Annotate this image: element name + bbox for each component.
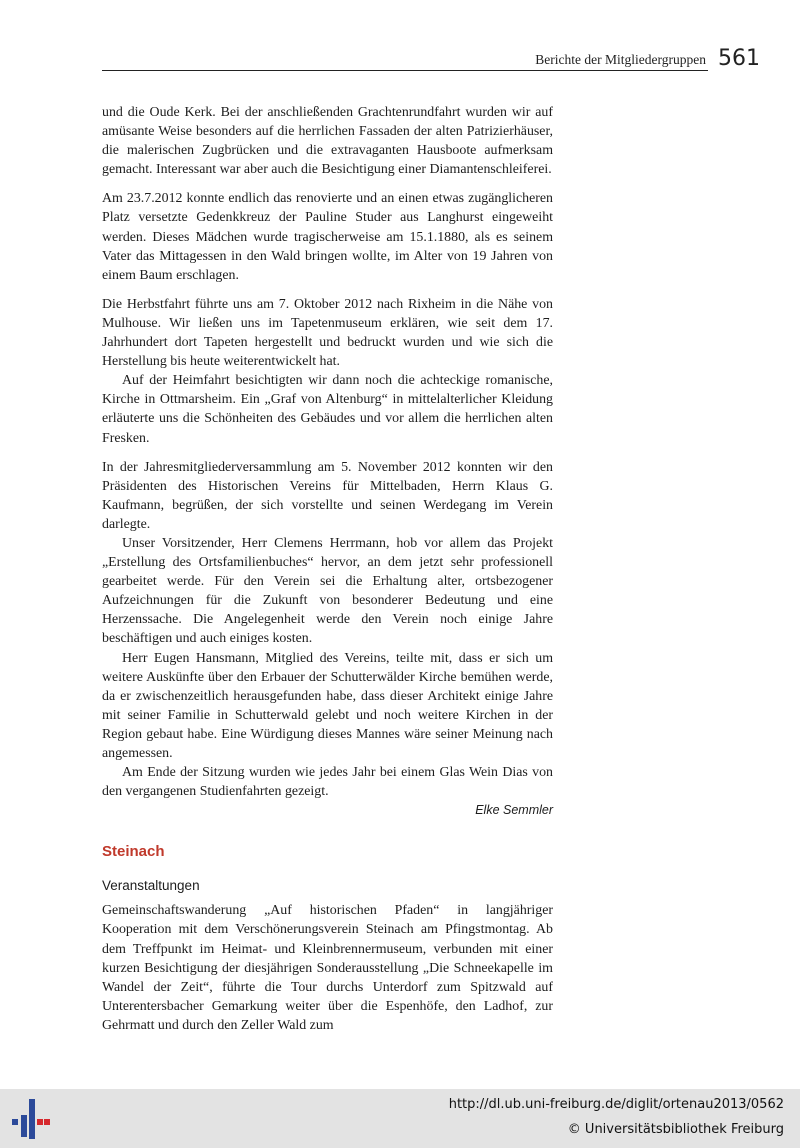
copyright-notice: © Universitätsbibliothek Freiburg	[567, 1122, 784, 1137]
paragraph: Gemeinschaftswanderung „Auf historischen Pfaden“ in langjähriger Kooperation mit dem Verschönerungsverein Steinach am Pfingstmontag. Ab dem Treffpunkt im Heimat- und Kleinbrennermuseum, verbunden mit einer kurzen Besichtigung der diesjährigen Sonderausstellung „Die Schneekapelle im Wandel der Zeit“, führte die Tour durchs Unterdorf zum Spitzwald auf Unterentersbacher Gemarkung weiter über die Espenhöfe, den Ladhof, zur Gehrmatt und durch den Zeller Wald zum	[102, 903, 553, 1033]
paragraph: Am 23.7.2012 konnte endlich das renovierte und an einen etwas zugänglicheren Platz versetzte Gedenkkreuz der Pauline Studer aus Langhurst eingeweiht werden. Dieses Mädchen wurde tragischerweise am 15.1.1880, als es seinem Vater das Mittagessen in den Wald bringen wollte, im Alter von 19 Jahren von einem Baum erschlagen.	[102, 191, 553, 283]
section-heading: Steinach	[102, 843, 165, 861]
author-signature: Elke Semmler	[475, 803, 553, 818]
paragraph: Die Herbstfahrt führte uns am 7. Oktober 2012 nach Rixheim in die Nähe von Mulhouse. Wir ließen uns im Tapetenmuseum erklären, wie seit dem 17. Jahrhundert dort Tapeten hergestellt und bedruckt wurden und wie sich die Herstellung bis heute weiterentwickelt hat.	[102, 296, 553, 370]
ub-freiburg-logo-icon	[10, 1097, 54, 1141]
subsection-heading: Veranstaltungen	[102, 878, 200, 894]
paragraph: Am Ende der Sitzung wurden wie jedes Jahr bei einem Glas Wein Dias von den vergangenen Studienfahrten gezeigt.	[102, 765, 553, 800]
footer-bar	[0, 1089, 800, 1148]
paragraph: Unser Vorsitzender, Herr Clemens Herrmann, hob vor allem das Projekt „Erstellung des Ortsfamilienbuches“ hervor, an dem jetzt sehr professionell gearbeitet werde. Für den Verein sei die Erhaltung alter, ortsbezogener Aufzeichnungen für die Zukunft von besonderer Bedeutung und eine Herzenssache. Die Angelegenheit werde den Verein noch einige Jahre beschäftigen und auch einiges kosten.	[102, 535, 553, 647]
source-url-link[interactable]: http://dl.ub.uni-freiburg.de/diglit/ortenau2013/0562	[448, 1097, 784, 1112]
paragraph: In der Jahresmitgliederversammlung am 5. November 2012 konnten wir den Präsidenten des Historischen Vereins für Mittelbaden, Herrn Klaus G. Kaufmann, begrüßen, der sich vorstellte und seinen Werdegang im Verein darlegte.	[102, 459, 553, 532]
page-number: 561	[718, 46, 760, 71]
paragraph: Herr Eugen Hansmann, Mitglied des Vereins, teilte mit, dass er sich um weitere Auskünfte über den Erbauer der Schutterwälder Kirche bemühen werde, da er zwischenzeitlich herausgefunden habe, dass dieser Architekt einige Jahre mit seiner Familie in Schutterwald gelebt und noch weitere Kirchen in der Region gebaut habe. Eine Würdigung dieses Mannes wäre seiner Meinung nach angemessen.	[102, 650, 553, 761]
running-head	[102, 48, 760, 72]
running-title: Berichte der Mitgliedergruppen	[535, 52, 706, 67]
paragraph: Auf der Heimfahrt besichtigten wir dann noch die achteckige romanische, Kirche in Ottmarsheim. Ein „Graf von Altenburg“ in mittelalterlicher Kleidung erläuterte uns die Schönheiten des Gebäudes und vor allem die herrlichen alten Fresken.	[102, 373, 553, 446]
header-rule	[102, 70, 708, 71]
paragraph: und die Oude Kerk. Bei der anschließenden Grachtenrundfahrt wurden wir auf amüsante Weise besonders auf die herrlichen Fassaden der alten Patrizierhäuser, die malerischen Zugbrücken und die extravaganten Hausboote aufmerksam gemacht. Interessant war aber auch die Besichtigung einer Diamantenschleiferei.	[102, 105, 553, 178]
page-body	[102, 103, 553, 1035]
